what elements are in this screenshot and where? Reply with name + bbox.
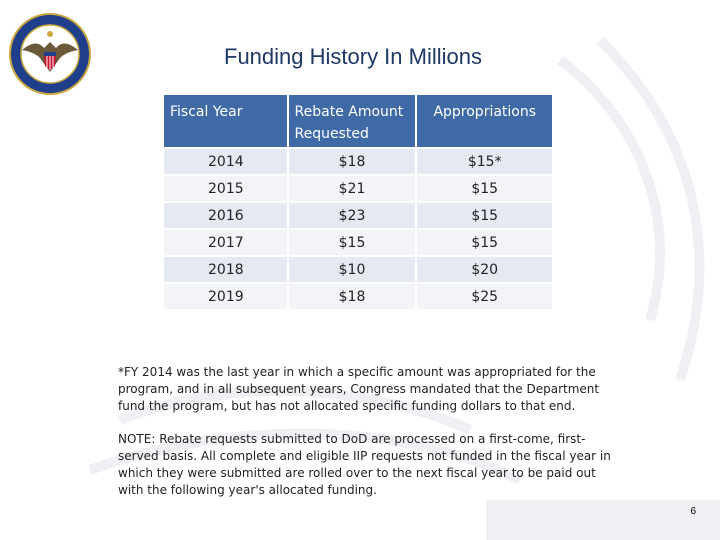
table-row — [164, 203, 552, 228]
table-row — [164, 149, 552, 174]
note-text: NOTE: Rebate requests submitted to DoD are processed on a first-come, first-served basis. All complete and eligible IIP requests not funded in the fiscal year in which they were submitted are rolled over to the next fiscal year to be paid out with the following year's allocated funding. — [118, 432, 611, 497]
fiscal-year-cell: 2018 — [164, 257, 287, 282]
requested-cell: $18 — [289, 149, 416, 174]
fiscal-year-cell: 2015 — [164, 176, 287, 201]
funding-table — [162, 93, 554, 311]
appropriated-cell: $15 — [417, 230, 552, 255]
fiscal-year-cell: 2016 — [164, 203, 287, 228]
requested-cell: $18 — [289, 284, 416, 309]
header-fiscal-year: Fiscal Year — [164, 95, 287, 147]
table-row — [164, 284, 552, 309]
table-row — [164, 257, 552, 282]
appropriated-cell: $15 — [417, 176, 552, 201]
table-header-row — [164, 95, 552, 147]
footer-band — [486, 500, 720, 540]
appropriated-cell: $15 — [417, 203, 552, 228]
requested-cell: $23 — [289, 203, 416, 228]
table-row — [164, 230, 552, 255]
fiscal-year-cell: 2019 — [164, 284, 287, 309]
appropriated-cell: $15* — [417, 149, 552, 174]
table-row — [164, 176, 552, 201]
requested-cell: $10 — [289, 257, 416, 282]
footnote-text: *FY 2014 was the last year in which a specific amount was appropriated for the program, and in all subsequent years, Congress mandated that the Department fund the program, but has not allocated specific funding dollars to that end. — [118, 365, 600, 413]
page-number: 6 — [690, 506, 696, 517]
header-rebate-requested: Rebate Amount Requested — [289, 95, 416, 147]
header-appropriations: Appropriations — [417, 95, 552, 147]
fiscal-year-cell: 2014 — [164, 149, 287, 174]
slide-title: Funding History In Millions — [224, 44, 482, 69]
requested-cell: $15 — [289, 230, 416, 255]
appropriated-cell: $25 — [417, 284, 552, 309]
fiscal-year-cell: 2017 — [164, 230, 287, 255]
appropriated-cell: $20 — [417, 257, 552, 282]
requested-cell: $21 — [289, 176, 416, 201]
